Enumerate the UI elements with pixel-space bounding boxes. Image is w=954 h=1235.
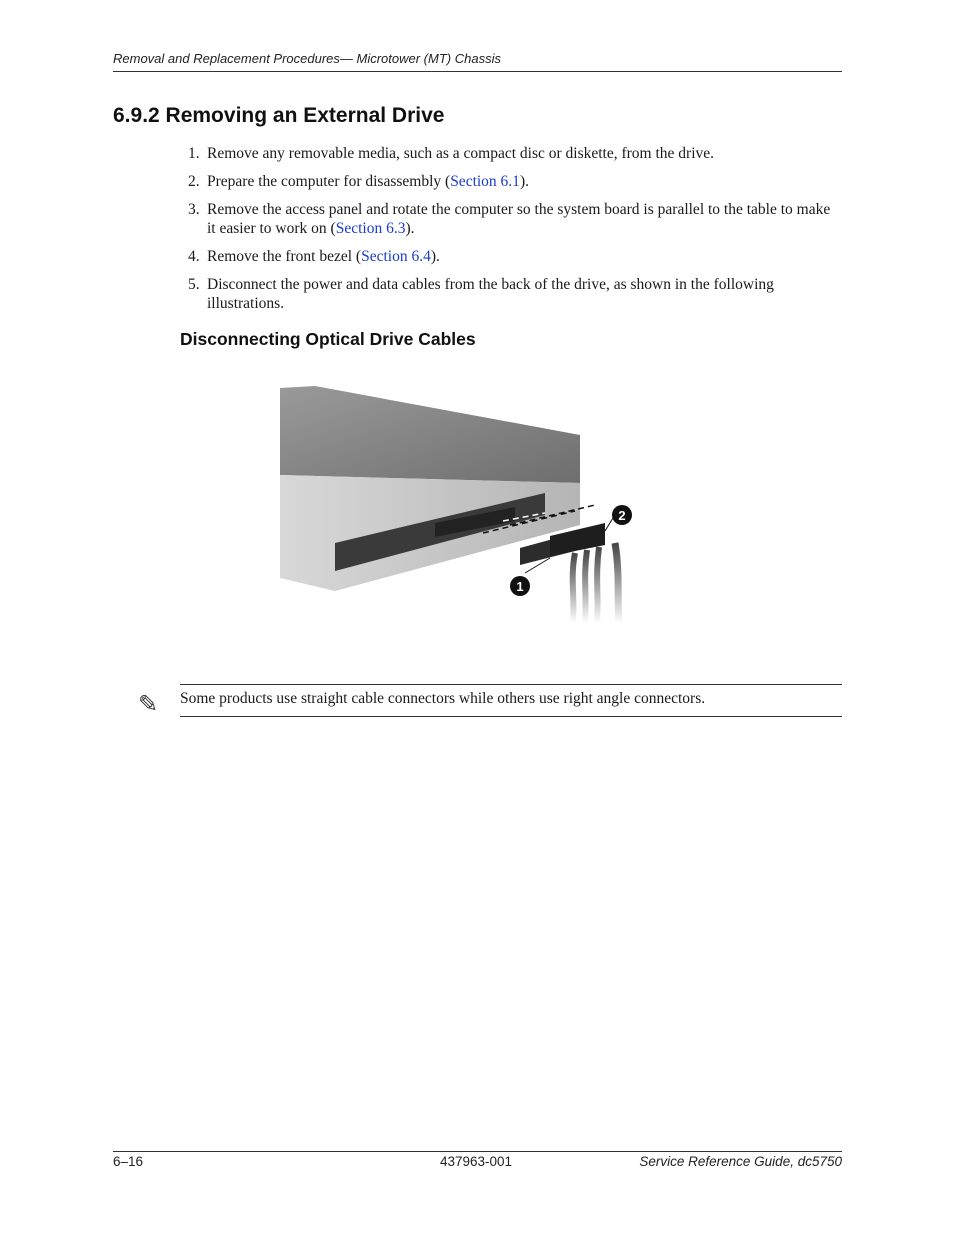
svg-text:1: 1 (516, 579, 524, 594)
drive-top-panel (280, 386, 580, 483)
note-bottom-rule (180, 716, 842, 717)
note-text: Some products use straight cable connectors while others use right angle connectors. (180, 690, 706, 707)
svg-text:2: 2 (618, 508, 626, 523)
optical-drive-illustration (275, 383, 640, 628)
list-item: 1. Remove any removable media, such as a compact disc or diskette, from the drive. (188, 145, 715, 162)
steps-list (188, 144, 842, 322)
section-link[interactable]: Section 6.1 (450, 173, 520, 190)
section-link[interactable]: Section 6.4 (361, 248, 431, 265)
section-title: 6.9.2 Removing an External Drive (113, 104, 445, 127)
list-item: 5. Disconnect the power and data cables from the back of the drive, as shown in the following illustrations. (188, 276, 774, 312)
list-item: 3. Remove the access panel and rotate the computer so the system board is parallel to the table to make it easier to work on (Section 6.3). (188, 201, 831, 237)
pencil-note-icon: ✎ (138, 690, 159, 718)
subsection-title: Disconnecting Optical Drive Cables (180, 329, 476, 349)
list-item: 4. Remove the front bezel (Section 6.4). (188, 248, 440, 265)
part-number: 437963-001 (440, 1154, 513, 1169)
guide-title: Service Reference Guide, dc5750 (639, 1154, 842, 1169)
running-head: Removal and Replacement Procedures— Microtower (MT) Chassis (113, 51, 501, 66)
header-rule (113, 71, 842, 72)
page-number: 6–16 (113, 1154, 144, 1169)
note-top-rule (180, 684, 842, 685)
list-item: 2. Prepare the computer for disassembly (Section 6.1). (188, 173, 529, 190)
footer-rule (113, 1151, 842, 1152)
section-link[interactable]: Section 6.3 (335, 220, 406, 237)
